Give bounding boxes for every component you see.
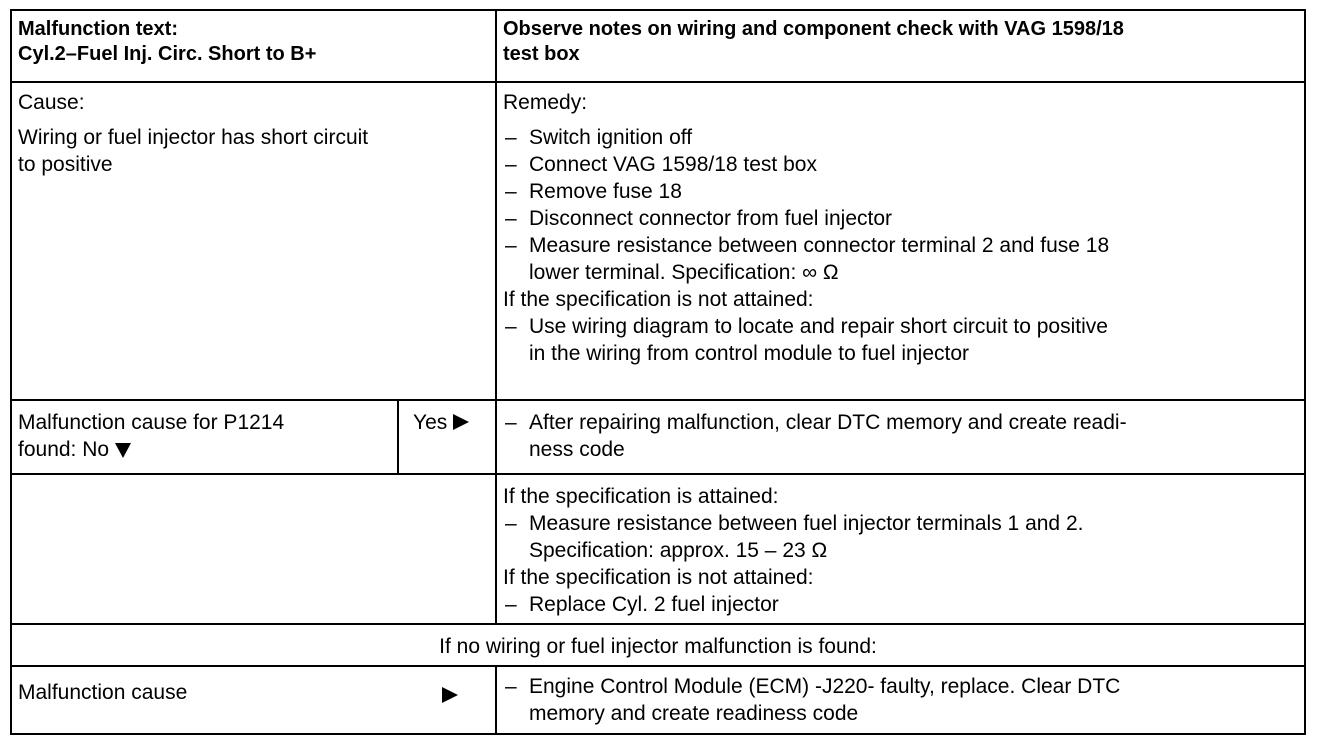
spec-not-attained-note: If the specification is not attained: — [503, 566, 814, 589]
spec-measure-line1: – Measure resistance between fuel injector terminals 1 and 2. — [529, 512, 1084, 535]
spec-measure-step — [503, 510, 1300, 564]
malfunction-text-label: Malfunction text: — [18, 18, 178, 40]
right-arrow-icon — [442, 687, 458, 703]
cause-text-line2: to positive — [18, 153, 113, 176]
measure-text-line1: – Measure resistance between connector terminal 2 and fuse 18 — [529, 234, 1110, 257]
specification-cell — [497, 475, 1306, 623]
specification-empty-cell — [12, 475, 495, 623]
decision-action-cell — [497, 401, 1306, 473]
final-action-line2: memory and create readiness code — [529, 702, 859, 725]
cause-cell — [12, 83, 495, 399]
malfunction-text-header — [12, 11, 495, 81]
malfunction-text-value: Cyl.2–Fuel Inj. Circ. Short to B+ — [18, 43, 317, 65]
decision-action-line2: ness code — [529, 438, 625, 461]
decision-row — [12, 401, 1304, 475]
decision-question-cell — [12, 401, 397, 473]
header-row — [12, 11, 1304, 83]
cause-label: Cause: — [18, 91, 85, 114]
replace-list — [503, 591, 1300, 618]
final-action-list — [503, 673, 1300, 727]
decision-question-line2-wrap — [18, 436, 391, 463]
remedy-label: Remedy: — [503, 91, 588, 114]
repair-text-line1: – Use wiring diagram to locate and repair short circuit to positive — [529, 315, 1108, 338]
remedy-cell — [497, 83, 1306, 399]
down-arrow-icon — [115, 443, 131, 458]
spec-measure-list — [503, 510, 1300, 564]
final-row — [12, 667, 1304, 733]
remedy-step-measure — [503, 232, 1300, 286]
final-action-cell — [497, 667, 1306, 733]
test-box-note-line2: test box — [503, 43, 580, 65]
repair-text-line2: in the wiring from control module to fuel injector — [529, 342, 970, 365]
yes-cell — [399, 401, 495, 473]
remedy-steps — [503, 124, 1300, 286]
banner-text: If no wiring or fuel injector malfunction is found: — [439, 635, 877, 658]
remedy-step: – Disconnect connector from fuel injector — [503, 205, 1300, 232]
cause-text-line1: Wiring or fuel injector has short circuit — [18, 126, 369, 149]
right-arrow-icon — [453, 414, 469, 430]
measure-text-line2: lower terminal. Specification: ∞ Ω — [529, 261, 839, 284]
decision-action-list — [503, 409, 1300, 463]
final-cause-label: Malfunction cause — [18, 681, 188, 704]
specification-row — [12, 475, 1304, 625]
cause-remedy-row — [12, 83, 1304, 401]
remedy-step: – Remove fuse 18 — [503, 178, 1300, 205]
final-action-line1: – Engine Control Module (ECM) -J220- faulty, replace. Clear DTC — [529, 675, 1121, 698]
final-cause-cell — [12, 667, 495, 733]
final-action — [503, 673, 1300, 727]
banner-row — [12, 625, 1304, 667]
attained-note: If the specification is attained: — [503, 485, 779, 508]
remedy-step: – Switch ignition off — [503, 124, 1300, 151]
decision-action — [503, 409, 1300, 463]
diagnostic-table — [10, 9, 1306, 735]
replace-step: – Replace Cyl. 2 fuel injector — [503, 591, 1300, 618]
decision-question-line1: Malfunction cause for P1214 — [18, 411, 285, 434]
yes-label: Yes — [413, 411, 448, 434]
decision-action-line1: – After repairing malfunction, clear DTC memory and create readi- — [529, 411, 1127, 434]
repair-steps — [503, 313, 1300, 367]
test-box-note-header — [497, 11, 1306, 81]
spec-measure-line2: Specification: approx. 15 – 23 Ω — [529, 539, 828, 562]
test-box-note-line1: Observe notes on wiring and component check with VAG 1598/18 — [503, 18, 1124, 40]
remedy-step: – Connect VAG 1598/18 test box — [503, 151, 1300, 178]
decision-question-line2: found: No — [18, 438, 110, 461]
repair-step — [503, 313, 1300, 367]
not-attained-note: If the specification is not attained: — [503, 288, 814, 311]
